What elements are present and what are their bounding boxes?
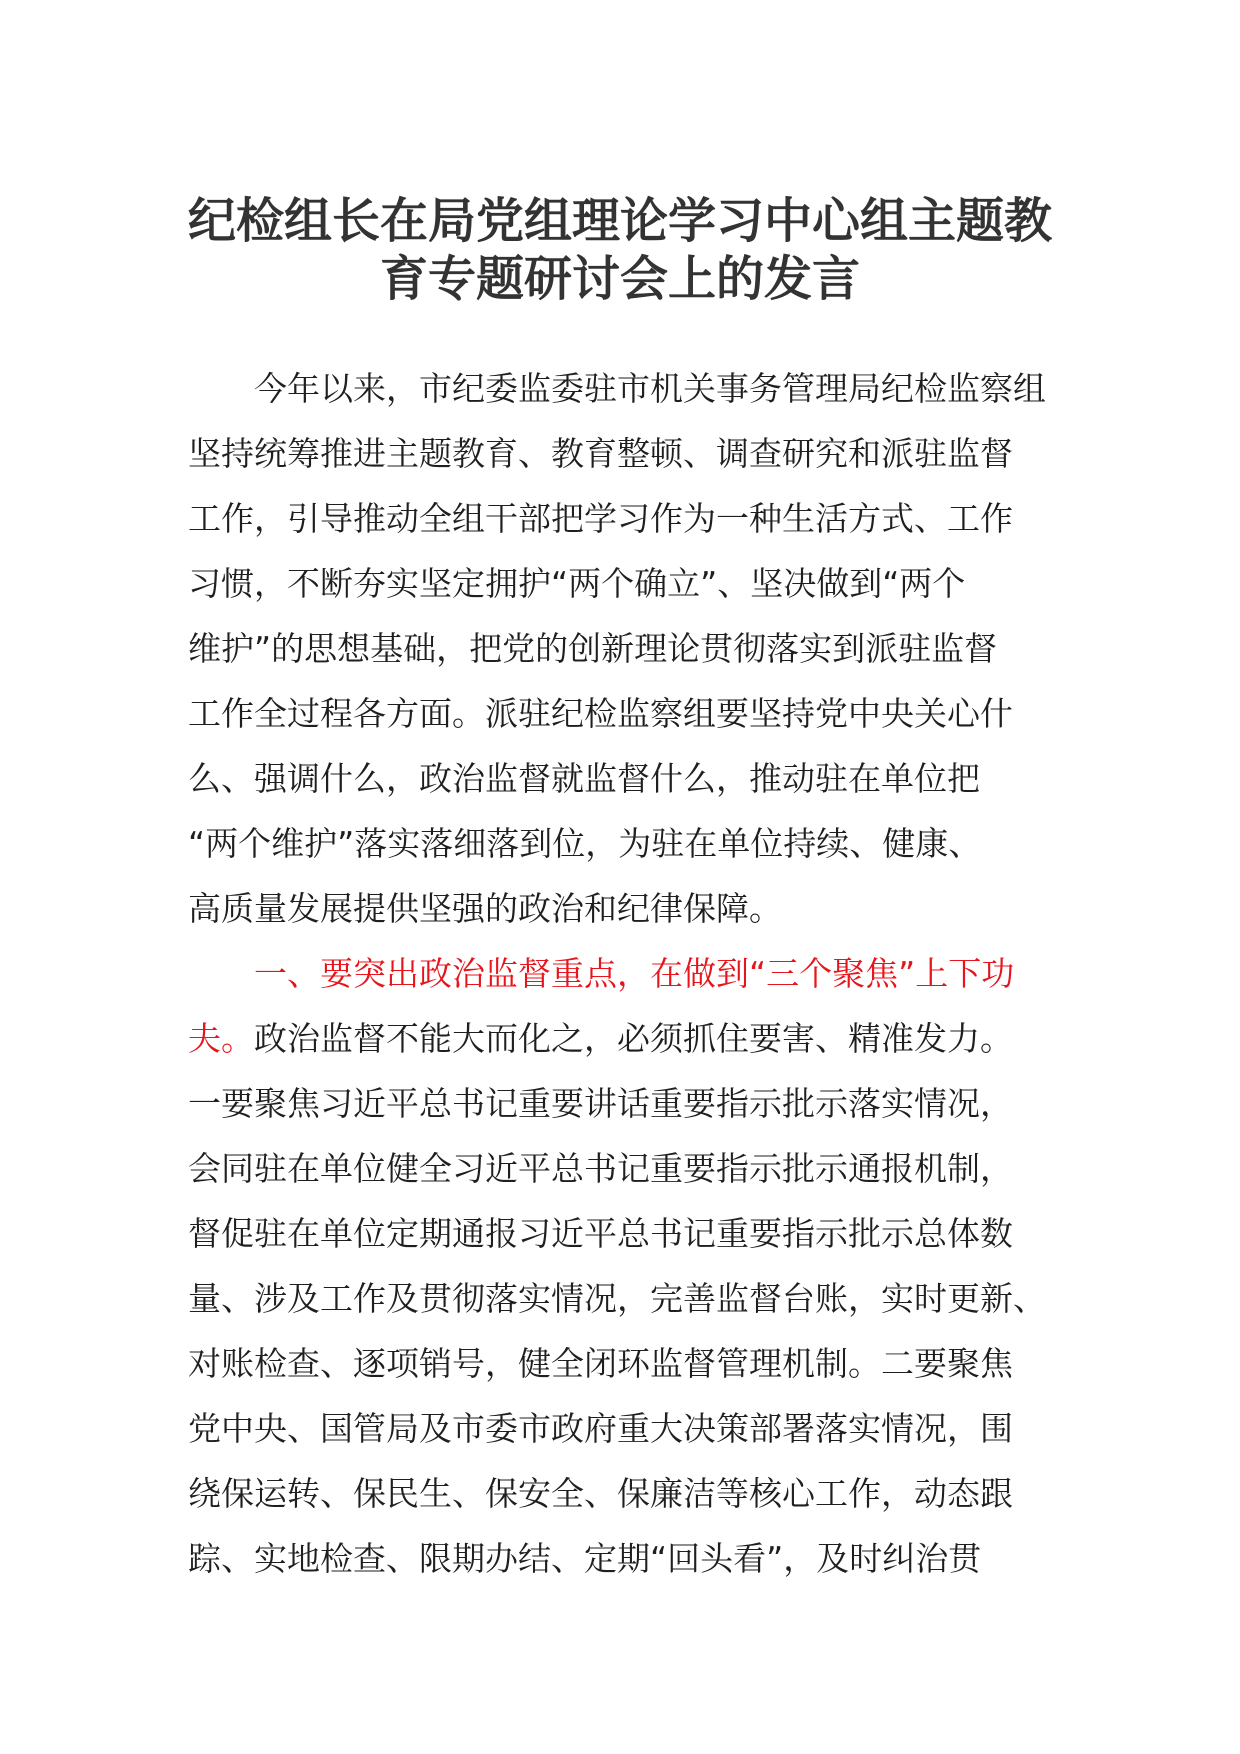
text-line: 坚持统筹推进主题教育、教育整顿、调查研究和派驻监督 (188, 434, 1013, 473)
text-line: 一要聚焦习近平总书记重要讲话重要指示批示落实情况， (188, 1084, 1013, 1123)
text-line: 高质量发展提供坚强的政治和纪律保障。 (188, 889, 782, 928)
paragraph-section-one (188, 941, 1052, 1591)
document-body (188, 356, 1052, 1591)
text-line: 维护”的思想基础，把党的创新理论贯彻落实到派驻监督 (188, 629, 998, 668)
section-heading-end: 夫。 (188, 1019, 254, 1058)
text-line: 工作全过程各方面。派驻纪检监察组要坚持党中央关心什 (188, 694, 1013, 733)
paragraph-intro (188, 356, 1052, 941)
title-line: 育专题研讨会上的发言 (379, 251, 860, 307)
text-line: 党中央、国管局及市委市政府重大决策部署落实情况，围 (188, 1409, 1013, 1448)
section-heading: 一、要突出政治监督重点，在做到“三个聚焦”上下功 (188, 954, 1015, 993)
text-line: 习惯，不断夯实坚定拥护“两个确立”、坚决做到“两个 (188, 564, 966, 603)
title-line: 纪检组长在局党组理论学习中心组主题教 (188, 193, 1053, 249)
text-line: 踪、实地检查、限期办结、定期“回头看”，及时纠治贯 (188, 1539, 982, 1578)
text-segment: 政治监督不能大而化之，必须抓住要害、精准发力。 (254, 1019, 1013, 1058)
document-title (188, 192, 1052, 308)
text-line: 量、涉及工作及贯彻落实情况，完善监督台账，实时更新、 (188, 1279, 1046, 1318)
text-line: 今年以来，市纪委监委驻市机关事务管理局纪检监察组 (188, 369, 1046, 408)
text-line: 会同驻在单位健全习近平总书记重要指示批示通报机制， (188, 1149, 1013, 1188)
text-line: 么、强调什么，政治监督就监督什么，推动驻在单位把 (188, 759, 980, 798)
text-line (188, 1006, 1052, 1071)
text-line: “两个维护”落实落细落到位，为驻在单位持续、健康、 (188, 824, 982, 863)
text-line: 工作，引导推动全组干部把学习作为一种生活方式、工作 (188, 499, 1013, 538)
text-line: 督促驻在单位定期通报习近平总书记重要指示批示总体数 (188, 1214, 1013, 1253)
text-line: 绕保运转、保民生、保安全、保廉洁等核心工作，动态跟 (188, 1474, 1013, 1513)
text-line: 对账检查、逐项销号，健全闭环监督管理机制。二要聚焦 (188, 1344, 1013, 1383)
